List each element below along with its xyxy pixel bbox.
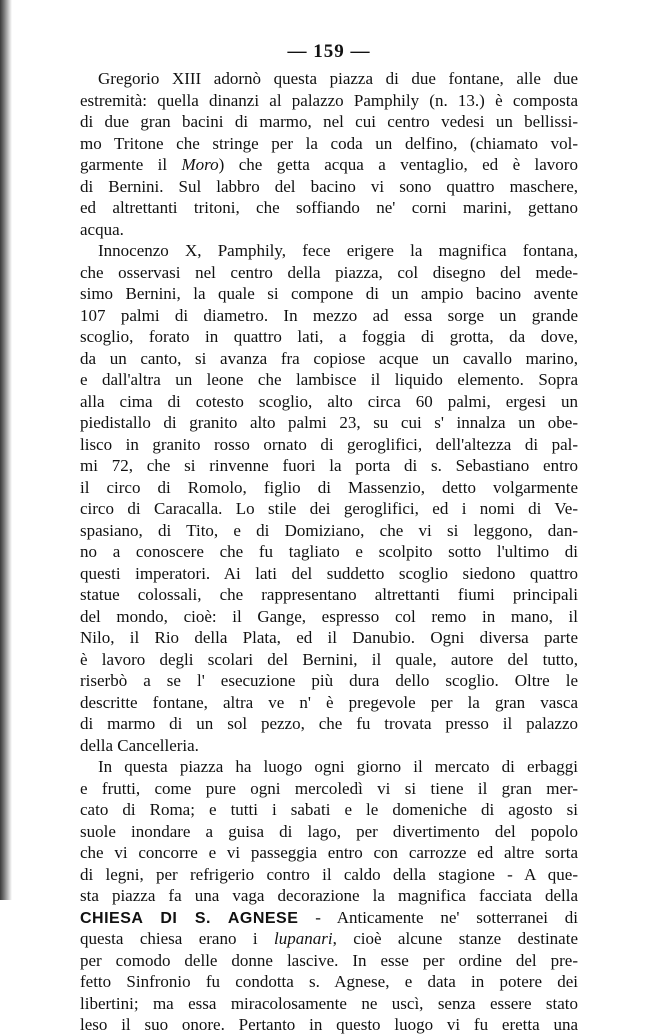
text-segment: ed altrettanti tritoni, che soffiando ne' corni marini, gettano [80,198,578,217]
text-line [80,240,578,262]
text-segment: cato di Roma; e tutti i sabati e le domeniche di agosto si [80,800,578,819]
text-segment: di marmo di un sol pezzo, che fu trovata presso il palazzo [80,714,578,733]
text-segment: Innocenzo X, Pamphily, fece erigere la magnifica fontana, [98,241,578,260]
text-line [80,864,578,886]
italic-term: Moro [181,155,219,174]
text-line [80,326,578,348]
text-line [80,111,578,133]
text-segment: , cioè alcune stanze destinate [332,929,578,948]
text-line [80,649,578,671]
text-line [80,627,578,649]
text-segment: spasiano, di Tito, e di Domiziano, che vi si leggono, dan- [80,520,578,540]
text-segment: Gregorio XIII adornò questa piazza di due fontane, alle due [98,69,578,88]
text-segment: libertini; ma essa miracolosamente ne uscì, senza essere stato [80,993,578,1013]
text-line [80,133,578,155]
text-line [80,369,578,391]
italic-term: lupanari [274,929,333,948]
text-segment: questi imperatori. Ai lati del suddetto scoglio siedono quattro [80,563,578,583]
text-segment: statue colossali, che rappresentano altrettanti fiumi principali [80,585,578,604]
text-line [80,219,578,241]
text-line [80,928,578,950]
text-segment: no a conoscere che fu tagliato e scolpito sotto l'ultimo di [80,542,578,561]
text-segment: - Anticamente ne' sotterranei di [298,907,578,927]
text-line [80,713,578,735]
text-line [80,197,578,219]
text-line [80,477,578,499]
text-line [80,885,578,907]
text-segment: di due gran bacini di marmo, nel cui centro vedesi un bellissi- [80,112,578,131]
text-line [80,842,578,864]
text-line [80,283,578,305]
text-segment: della Cancelleria. [80,735,199,755]
text-segment: estremità: quella dinanzi al palazzo Pamphily (n. 13.) è composta [80,90,578,110]
text-segment: da un canto, si avanza fra copiose acque un cavallo marino, [80,348,578,368]
text-segment: Nilo, il Rio della Plata, ed il Danubio. Ogni diversa parte [80,628,578,647]
text-segment: 107 palmi di diametro. In mezzo ad essa sorge un grande [80,305,578,325]
text-line [80,907,578,929]
text-segment: simo Bernini, la quale si compone di un ampio bacino avente [80,284,578,303]
text-segment: del mondo, cioè: il Gange, espresso col remo in mano, il [80,606,578,626]
text-line [80,455,578,477]
text-segment: lisco in granito rosso ornato di geroglifici, dell'altezza di pal- [80,434,578,454]
text-line [80,563,578,585]
text-segment: mi 72, che si rinvenne fuori la porta di s. Sebastiano entro [80,456,578,475]
text-line [80,735,578,757]
page-number: — 159 — [287,41,371,62]
text-segment: di legni, per refrigerio contro il caldo della stagione - A que- [80,864,578,884]
text-segment: scoglio, forato in quattro lati, a foggia di grotta, da dove, [80,327,578,346]
page-text-body [80,68,578,1036]
text-line [80,498,578,520]
text-line [80,305,578,327]
text-line [80,412,578,434]
text-segment: alla cima di cotesto scoglio, alto circa 60 palmi, ergesi un [80,391,578,411]
text-segment: questa chiesa erano i [80,929,274,948]
text-line [80,520,578,542]
text-segment: ) che getta acqua a ventaglio, ed è lavoro [218,155,578,174]
text-segment: e frutti, come pure ogni mercoledì vi si tiene il gran mer- [80,778,578,798]
text-segment: mo Tritone che stringe per la coda un delfino, (chiamato vol- [80,133,578,153]
text-segment: di Bernini. Sul labbro del bacino vi sono quattro maschere, [80,176,578,196]
text-segment: descritte fontane, altra ve n' è pregevole per la gran vasca [80,692,578,712]
text-line [80,154,578,176]
page-edge-shadow [0,0,12,900]
text-line [80,993,578,1015]
text-segment: In questa piazza ha luogo ogni giorno il mercato di erbaggi [98,757,578,776]
text-segment: che vi concorre e vi passeggia entro con carrozze ed altre sorta [80,843,578,862]
text-line [80,692,578,714]
text-segment: è lavoro degli scolari del Bernini, il quale, autore del tutto, [80,649,578,669]
text-line [80,778,578,800]
text-line [80,584,578,606]
text-line [80,68,578,90]
text-line [80,176,578,198]
text-segment: sta piazza fa una vaga decorazione la magnifica facciata della [80,886,578,905]
text-line [80,670,578,692]
text-segment: il circo di Romolo, figlio di Massenzio, detto volgarmente [80,477,578,497]
section-heading: CHIESA DI S. AGNESE [80,909,299,927]
text-line [80,756,578,778]
text-segment: suole inondare a guisa di lago, per divertimento del popolo [80,821,578,841]
text-segment: garmente il [80,155,182,174]
text-segment: acqua. [80,219,124,239]
text-line [80,262,578,284]
text-line [80,606,578,628]
text-line [80,90,578,112]
text-line [80,821,578,843]
text-line [80,434,578,456]
text-line [80,348,578,370]
text-segment: leso il suo onore. Pertanto in questo luogo vi fu eretta una [80,1015,578,1034]
text-line [80,1014,578,1036]
text-line [80,950,578,972]
text-line [80,799,578,821]
text-line [80,971,578,993]
book-page [80,40,578,1036]
text-segment: piedistallo di granito alto palmi 23, su cui s' innalza un obe- [80,413,578,432]
text-segment: e dall'altra un leone che lambisce il liquido elemento. Sopra [80,370,578,389]
text-segment: per comodo delle donne lascive. In esse per ordine del pre- [80,950,578,970]
text-segment: circo di Caracalla. Lo stile dei geroglifici, ed i nomi di Ve- [80,499,578,518]
text-segment: fetto Sinfronio fu condotta s. Agnese, e data in potere dei [80,972,578,991]
text-line [80,391,578,413]
text-segment: che osservasi nel centro della piazza, col disegno del mede- [80,262,578,282]
text-segment: riserbò a se l' esecuzione più dura dello scoglio. Oltre le [80,671,578,690]
text-line [80,541,578,563]
